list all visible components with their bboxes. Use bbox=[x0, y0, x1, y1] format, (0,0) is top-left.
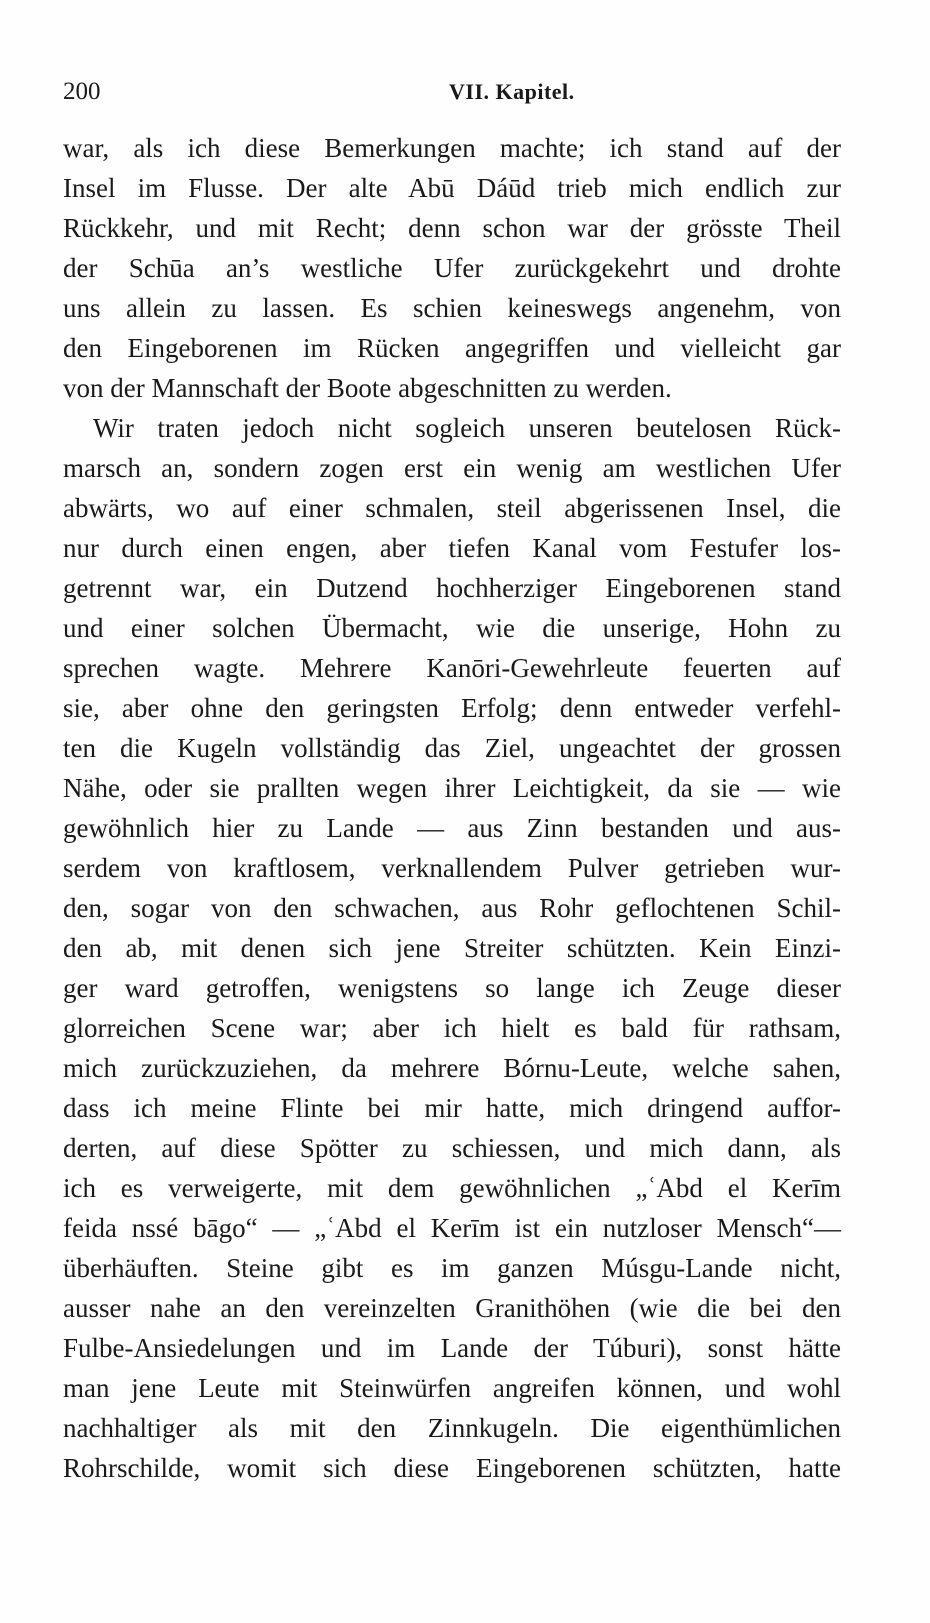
text-line: nur durch einen engen, aber tiefen Kanal vom Festufer los- bbox=[63, 533, 841, 563]
text-line: getrennt war, ein Dutzend hochherziger Eingeborenen stand bbox=[63, 573, 841, 603]
text-line: ger ward getroffen, wenigstens so lange ich Zeuge dieser bbox=[63, 973, 841, 1003]
text-line: sie, aber ohne den geringsten Erfolg; denn entweder verfehl- bbox=[63, 693, 841, 723]
page-number: 200 bbox=[63, 78, 101, 105]
text-line: ausser nahe an den vereinzelten Granithöhen (wie die bei den bbox=[63, 1293, 841, 1323]
text-line: den Eingeborenen im Rücken angegriffen und vielleicht gar bbox=[63, 333, 841, 363]
text-line: serdem von kraftlosem, verknallendem Pulver getrieben wur- bbox=[63, 853, 841, 883]
text-line: der Schūa an’s westliche Ufer zurückgekehrt und drohte bbox=[63, 253, 841, 283]
text-line: feida nssé bāgo“ — „ʿAbd el Kerīm ist ein nutzloser Mensch“— bbox=[63, 1213, 841, 1243]
text-line: mich zurückzuziehen, da mehrere Bórnu-Leute, welche sahen, bbox=[63, 1053, 841, 1083]
text-line: nachhaltiger als mit den Zinnkugeln. Die eigenthümlichen bbox=[63, 1413, 841, 1443]
text-line: Wir traten jedoch nicht sogleich unseren beutelosen Rück- bbox=[93, 413, 841, 443]
text-line: war, als ich diese Bemerkungen machte; ich stand auf der bbox=[63, 133, 841, 163]
page-header bbox=[63, 74, 843, 110]
text-line: den, sogar von den schwachen, aus Rohr geflochtenen Schil- bbox=[63, 893, 841, 923]
text-line: ten die Kugeln vollständig das Ziel, ungeachtet der grossen bbox=[63, 733, 841, 763]
text-line: Fulbe-Ansiedelungen und im Lande der Túburi), sonst hätte bbox=[63, 1333, 841, 1363]
text-line: abwärts, wo auf einer schmalen, steil abgerissenen Insel, die bbox=[63, 493, 841, 523]
text-line: glorreichen Scene war; aber ich hielt es bald für rathsam, bbox=[63, 1013, 841, 1043]
text-line: den ab, mit denen sich jene Streiter schützten. Kein Einzi- bbox=[63, 933, 841, 963]
text-line: Rückkehr, und mit Recht; denn schon war der grösste Theil bbox=[63, 213, 841, 243]
running-head: VII. Kapitel. bbox=[449, 79, 575, 104]
text-line: Rohrschilde, womit sich diese Eingeborenen schützten, hatte bbox=[63, 1453, 841, 1483]
text-line: Insel im Flusse. Der alte Abū Dáūd trieb mich endlich zur bbox=[63, 173, 841, 203]
text-line: marsch an, sondern zogen erst ein wenig am westlichen Ufer bbox=[63, 453, 841, 483]
text-line: sprechen wagte. Mehrere Kanōri-Gewehrleute feuerten auf bbox=[63, 653, 841, 683]
text-line: dass ich meine Flinte bei mir hatte, mich dringend auffor- bbox=[63, 1093, 841, 1123]
text-line: uns allein zu lassen. Es schien keineswegs angenehm, von bbox=[63, 293, 841, 323]
text-line: gewöhnlich hier zu Lande — aus Zinn bestanden und aus- bbox=[63, 813, 841, 843]
text-line: derten, auf diese Spötter zu schiessen, und mich dann, als bbox=[63, 1133, 841, 1163]
text-line: ich es verweigerte, mit dem gewöhnlichen „ʿAbd el Kerīm bbox=[63, 1173, 841, 1203]
text-line: von der Mannschaft der Boote abgeschnitten zu werden. bbox=[63, 373, 672, 403]
text-line: überhäuften. Steine gibt es im ganzen Músgu-Lande nicht, bbox=[63, 1253, 841, 1283]
body-text bbox=[63, 128, 841, 1488]
text-line: und einer solchen Übermacht, wie die unserige, Hohn zu bbox=[63, 613, 841, 643]
text-line: man jene Leute mit Steinwürfen angreifen können, und wohl bbox=[63, 1373, 841, 1403]
text-line: Nähe, oder sie prallten wegen ihrer Leichtigkeit, da sie — wie bbox=[63, 773, 841, 803]
